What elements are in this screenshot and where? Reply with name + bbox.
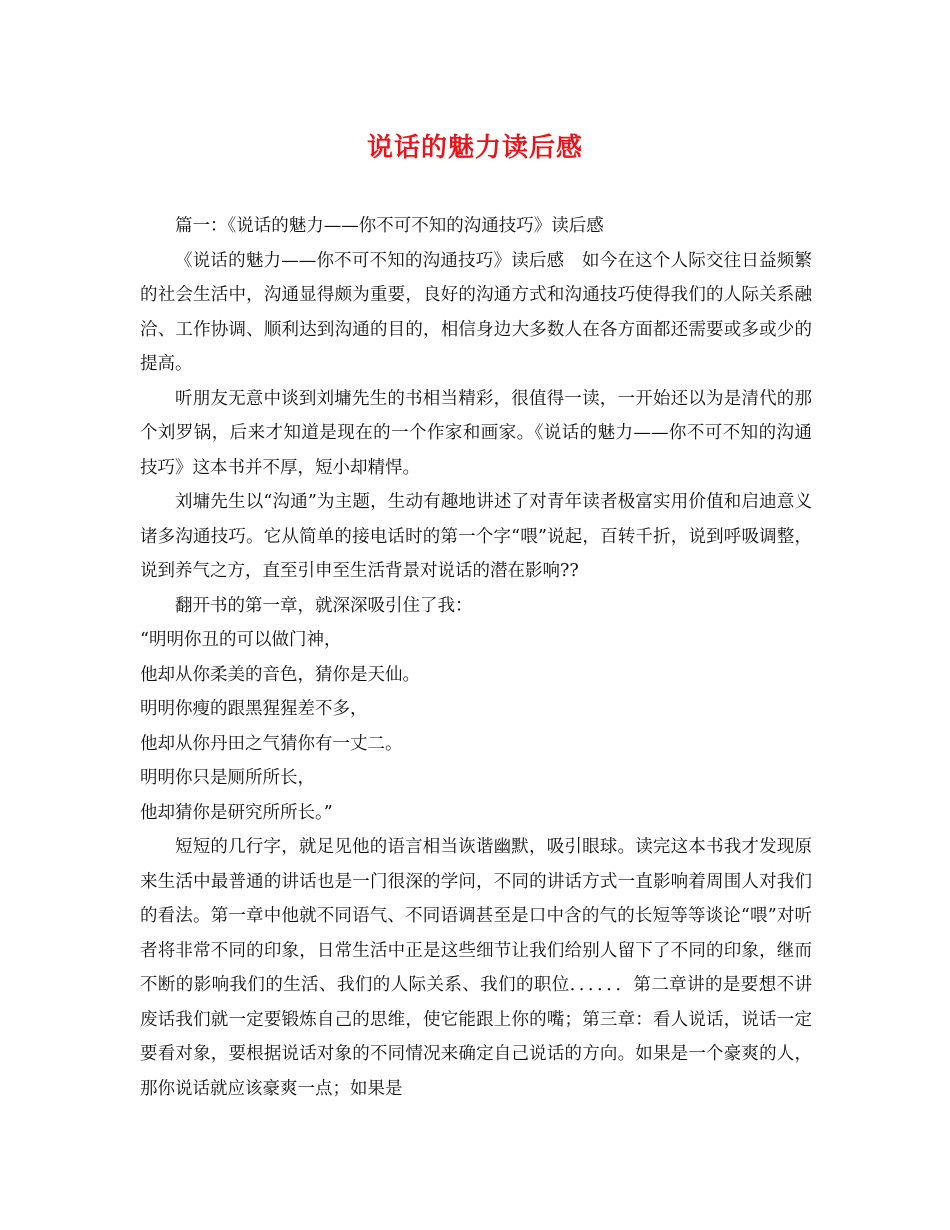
paragraph-closing: 短短的几行字，就足见他的语言相当诙谐幽默，吸引眼球。读完这本书我才发现原来生活中最普通的讲话也是一门很深的学问，不同的讲话方式一直影响着周围人对我们的看法。第一章中他就不同语气、不同语调甚至是口中含的气的长短等等谈论“喂”对听者将非常不同的印象，日常生活中正是这些细节让我们给别人留下了不同的印象，继而不断的影响我们的生活、我们的人际关系、我们的职位．．．．．．第二章讲的是要想不讲废话我们就一定要锻炼自己的思维，使它能跟上你的嘴；第三章：看人说话，说话一定要看对象，要根据说话对象的不同情况来确定自己说话的方向。如果是一个豪爽的人，那你说话就应该豪爽一点；如果是 — [140, 837, 812, 1099]
paragraph-chapter-one: 翻开书的第一章，就深深吸引住了我： — [175, 595, 473, 616]
poem-line: 他却猜你是研究所所长。” — [140, 802, 333, 823]
paragraph-friend: 听朋友无意中谈到刘墉先生的书相当精彩，很值得一读，一开始还以为是清代的那个刘罗锅，后来才知道是现在的一个作家和画家。《说话的魅力——你不可不知的沟通技巧》这本书并不厚，短小却精悍。 — [140, 388, 812, 478]
section-heading: 篇一：《说话的魅力——你不可不知的沟通技巧》读后感 — [175, 216, 604, 236]
poem-line: 他却从你丹田之气猜你有一丈二。 — [140, 733, 403, 754]
document-body — [140, 209, 812, 1106]
poem-line: “明明你丑的可以做门神， — [140, 630, 342, 650]
paragraph-theme: 刘墉先生以“沟通”为主题，生动有趣地讲述了对青年读者极富实用价值和启迪意义诸多沟通技巧。它从简单的接电话时的第一个字“喂”说起，百转千折，说到呼吸调整，说到养气之方，直至引申至生活背景对说话的潜在影响?? — [140, 492, 812, 581]
poem-line: 他却从你柔美的音色，猜你是天仙。 — [140, 664, 420, 685]
poem-line: 明明你只是厕所所长， — [140, 768, 315, 788]
poem-line: 明明你瘦的跟黑猩猩差不多， — [140, 699, 368, 719]
document-title: 说话的魅力读后感 — [366, 133, 583, 163]
paragraph-intro: 《说话的魅力——你不可不知的沟通技巧》读后感 如今在这个人际交往日益频繁的社会生活中，沟通显得颇为重要，良好的沟通方式和沟通技巧使得我们的人际关系融洽、工作协调、顺利达到沟通的目的，相信身边大多数人在各方面都还需要或多或少的提高。 — [140, 250, 812, 374]
